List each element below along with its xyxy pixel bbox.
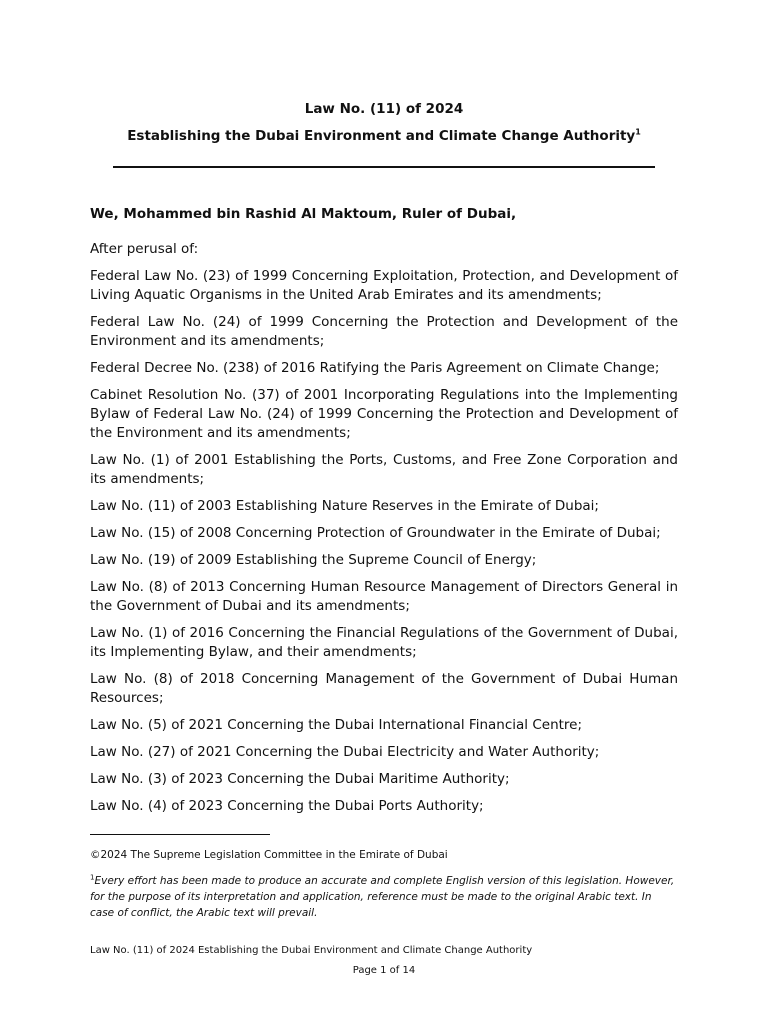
reference-item: Law No. (4) of 2023 Concerning the Dubai Ports Authority; — [90, 798, 484, 814]
reference-item: Federal Law No. (24) of 1999 Concerning the Protection and Development of the Environment and its amendments; — [90, 314, 678, 349]
footnote-separator — [90, 834, 270, 835]
reference-item: Law No. (3) of 2023 Concerning the Dubai Maritime Authority; — [90, 771, 510, 787]
reference-item: Law No. (5) of 2021 Concerning the Dubai International Financial Centre; — [90, 717, 583, 733]
reference-item: Law No. (11) of 2003 Establishing Nature Reserves in the Emirate of Dubai; — [90, 498, 599, 514]
copyright-notice: ©2024 The Supreme Legislation Committee in the Emirate of Dubai — [90, 849, 448, 861]
footnote-number: 1 — [90, 873, 95, 882]
law-title-heading — [0, 128, 768, 144]
reference-item: Law No. (1) of 2016 Concerning the Financial Regulations of the Government of Dubai, its Implementing Bylaw, and their amendments; — [90, 625, 678, 660]
perusal-intro: After perusal of: — [90, 241, 199, 257]
reference-item: Law No. (15) of 2008 Concerning Protection of Groundwater in the Emirate of Dubai; — [90, 525, 661, 541]
page-number: Page 1 of 14 — [352, 965, 416, 976]
reference-item: Law No. (19) of 2009 Establishing the Supreme Council of Energy; — [90, 552, 537, 568]
reference-item: Law No. (8) of 2018 Concerning Management of the Government of Dubai Human Resources; — [90, 671, 678, 706]
reference-item: Law No. (27) of 2021 Concerning the Dubai Electricity and Water Authority; — [90, 744, 600, 760]
law-number-text: Law No. (11) of 2024 — [304, 101, 464, 117]
running-footer-title: Law No. (11) of 2024 Establishing the Dubai Environment and Climate Change Authority — [90, 945, 533, 956]
title-divider — [113, 166, 655, 168]
law-title-text: Establishing the Dubai Environment and Climate Change Authority — [127, 128, 636, 144]
reference-item: Law No. (8) of 2013 Concerning Human Resource Management of Directors General in the Government of Dubai and its amendments; — [90, 579, 678, 614]
ruler-statement: We, Mohammed bin Rashid Al Maktoum, Ruler of Dubai, — [90, 206, 517, 222]
reference-item: Law No. (1) of 2001 Establishing the Ports, Customs, and Free Zone Corporation and its amendments; — [90, 452, 678, 487]
footnote — [90, 873, 678, 921]
reference-item: Federal Decree No. (238) of 2016 Ratifying the Paris Agreement on Climate Change; — [90, 360, 660, 376]
document-body — [90, 205, 678, 824]
reference-item: Federal Law No. (23) of 1999 Concerning Exploitation, Protection, and Development of Living Aquatic Organisms in the United Arab Emirates and its amendments; — [90, 268, 678, 303]
law-number-heading — [0, 101, 768, 117]
reference-item: Cabinet Resolution No. (37) of 2001 Incorporating Regulations into the Implementing Bylaw of Federal Law No. (24) of 1999 Concerning the Protection and Development of the Environment and its amendments; — [90, 387, 678, 441]
footnote-text: Every effort has been made to produce an accurate and complete English version of this legislation. However, for the purpose of its interpretation and application, reference must be made to the original Arabic text. In case of conflict, the Arabic text will prevail. — [90, 875, 675, 919]
footnote-reference[interactable]: 1 — [635, 127, 641, 137]
